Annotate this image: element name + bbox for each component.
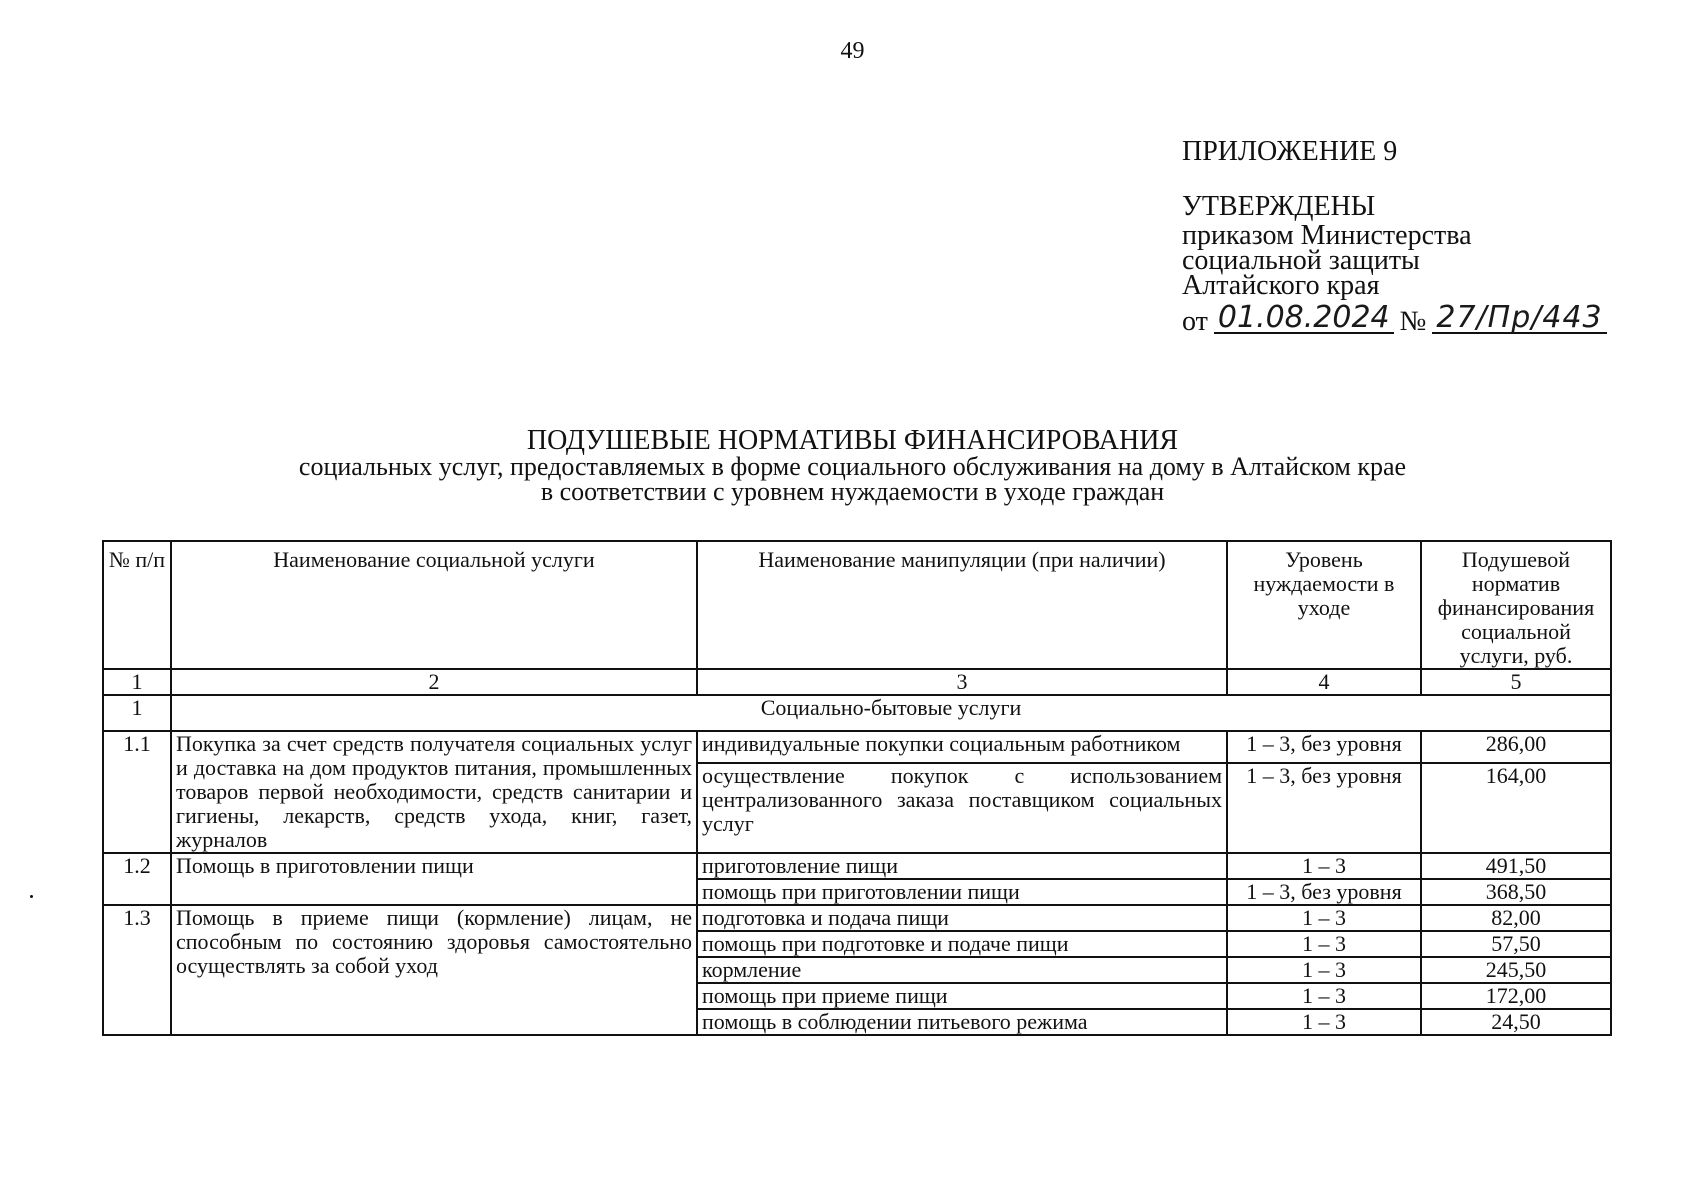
service-name: Помощь в приеме пищи (кормление) лицам, не способным по состоянию здоровья самостоятельно осуществлять за собой уход [171, 905, 697, 1035]
norm-cell: 245,50 [1421, 957, 1611, 983]
document-title [0, 425, 1705, 506]
header-cell: Наименование манипуляции (при наличии) [697, 541, 1227, 669]
manipulation-cell: помощь при приготовлении пищи [697, 879, 1227, 905]
table-header-row [103, 541, 1611, 669]
table-row [103, 731, 1611, 763]
section-number: 1 [103, 695, 171, 731]
order-reference [1182, 300, 1607, 337]
approval-line: социальной защиты [1182, 245, 1420, 276]
norm-cell: 164,00 [1421, 763, 1611, 853]
handwritten-date: 01.08.2024 [1214, 304, 1394, 334]
header-cell: Наименование социальной услуги [171, 541, 697, 669]
level-cell: 1 – 3 [1227, 957, 1421, 983]
section-row [103, 695, 1611, 731]
norm-cell: 491,50 [1421, 853, 1611, 879]
level-cell: 1 – 3 [1227, 1009, 1421, 1035]
level-cell: 1 – 3 [1227, 931, 1421, 957]
level-cell: 1 – 3, без уровня [1227, 731, 1421, 763]
page-number: 49 [840, 38, 865, 64]
header-cell: Уровень нуждаемости в уходе [1227, 541, 1421, 669]
service-number: 1.1 [103, 731, 171, 853]
level-cell: 1 – 3 [1227, 983, 1421, 1009]
norm-cell: 57,50 [1421, 931, 1611, 957]
column-number: 2 [171, 669, 697, 695]
level-cell: 1 – 3 [1227, 905, 1421, 931]
column-number: 5 [1421, 669, 1611, 695]
handwritten-order-number: 27/Пр/443 [1432, 304, 1606, 334]
column-number: 3 [697, 669, 1227, 695]
norm-cell: 172,00 [1421, 983, 1611, 1009]
level-cell: 1 – 3, без уровня [1227, 879, 1421, 905]
manipulation-cell: подготовка и подача пищи [697, 905, 1227, 931]
level-cell: 1 – 3 [1227, 853, 1421, 879]
title-subline: социальных услуг, предоставляемых в форме социального обслуживания на дому в Алтайском крае [298, 452, 1407, 481]
manipulation-cell: индивидуальные покупки социальным работником [697, 731, 1227, 763]
service-name: Покупка за счет средств получателя социальных услуг и доставка на дом продуктов питания, промышленных товаров первой необходимости, средств санитарии и гигиены, лекарств, средств ухода, книг, газет, журналов [171, 731, 697, 853]
manipulation-cell: кормление [697, 957, 1227, 983]
manipulation-cell: помощь при подготовке и подаче пищи [697, 931, 1227, 957]
approved-heading: УТВЕРЖДЕНЫ [1182, 191, 1376, 222]
norm-cell: 286,00 [1421, 731, 1611, 763]
appendix-title: ПРИЛОЖЕНИЕ 9 [1182, 136, 1398, 167]
level-cell: 1 – 3, без уровня [1227, 763, 1421, 853]
from-label: от [1182, 306, 1208, 337]
approval-line: Алтайского края [1182, 270, 1380, 301]
table-row [103, 905, 1611, 931]
norm-cell: 82,00 [1421, 905, 1611, 931]
norms-table [102, 540, 1612, 1036]
scan-dot [30, 895, 33, 898]
service-number: 1.2 [103, 853, 171, 905]
title-main: ПОДУШЕВЫЕ НОРМАТИВЫ ФИНАНСИРОВАНИЯ [526, 425, 1179, 456]
number-label: № [1399, 306, 1427, 337]
norm-cell: 368,50 [1421, 879, 1611, 905]
manipulation-cell: помощь при приеме пищи [697, 983, 1227, 1009]
service-name: Помощь в приготовлении пищи [171, 853, 697, 905]
header-cell: № п/п [103, 541, 171, 669]
table-row [103, 853, 1611, 879]
header-cell: Подушевой норматив финансирования социальной услуги, руб. [1421, 541, 1611, 669]
section-title: Социально-бытовые услуги [171, 695, 1611, 731]
column-number-row [103, 669, 1611, 695]
norm-cell: 24,50 [1421, 1009, 1611, 1035]
approval-block [1182, 191, 1607, 337]
manipulation-cell: приготовление пищи [697, 853, 1227, 879]
manipulation-cell: помощь в соблюдении питьевого режима [697, 1009, 1227, 1035]
approval-line: приказом Министерства [1182, 220, 1472, 251]
manipulation-cell: осуществление покупок с использованием централизованного заказа поставщиком социальных услуг [697, 763, 1227, 853]
title-subline: в соответствии с уровнем нуждаемости в уходе граждан [540, 477, 1165, 506]
column-number: 4 [1227, 669, 1421, 695]
service-number: 1.3 [103, 905, 171, 1035]
column-number: 1 [103, 669, 171, 695]
